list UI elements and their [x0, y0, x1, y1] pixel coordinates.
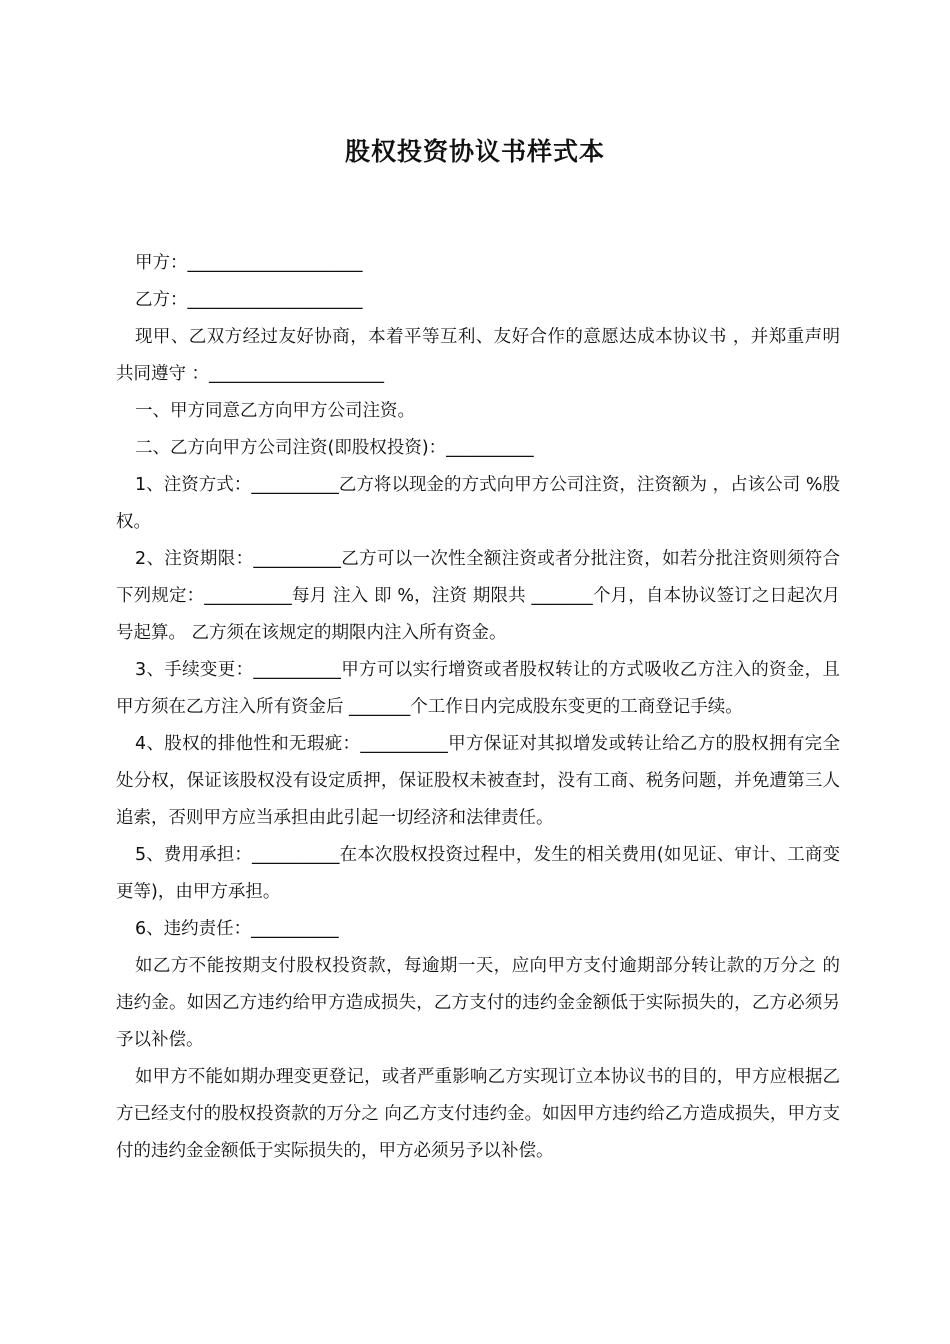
item-procedure-change: 3、手续变更：__________甲方可以实行增资或者股权转让的方式吸收乙方注入的资金，且甲方须在乙方注入所有资金后 _______个工作日内完成股东变更的工商登记手续。	[116, 660, 840, 717]
clause-1: 一、甲方同意乙方向甲方公司注资。	[135, 401, 415, 421]
preamble-paragraph: 现甲、乙双方经过友好协商，本着平等互利、友好合作的意愿达成本协议书 ，并郑重声明共同遵守 ：____________________	[116, 327, 840, 384]
item-breach-liability: 6、违约责任：__________	[135, 919, 339, 939]
document-body	[116, 245, 846, 1170]
breach-paragraph-party-a: 如甲方不能如期办理变更登记，或者严重影响乙方实现订立本协议书的目的，甲方应根据乙方已经支付的股权投资款的万分之 向乙方支付违约金。如因甲方违约给乙方造成损失，甲方支付的违约金金额低于实际损失的，甲方必须另予以补偿。	[116, 1067, 840, 1161]
document-title: 股权投资协议书样式本	[344, 137, 605, 166]
item-investment-method: 1、注资方式：__________乙方将以现金的方式向甲方公司注资，注资额为 ，占该公司 %股权。	[116, 475, 840, 532]
clause-2: 二、乙方向甲方公司注资(即股权投资)：__________	[135, 438, 534, 458]
item-investment-term: 2、注资期限：__________乙方可以一次性全额注资或者分批注资，如若分批注资则须符合下列规定：__________每月 注入 即 %，注资 期限共 _______个月，自本协议签订之日起次月 号起算。 乙方须在该规定的期限内注入所有资金。	[116, 549, 846, 643]
item-expense-bearing: 5、费用承担：__________在本次股权投资过程中，发生的相关费用(如见证、审计、工商变更等)，由甲方承担。	[116, 845, 840, 902]
item-equity-exclusivity: 4、股权的排他性和无瑕疵：__________甲方保证对其拟增发或转让给乙方的股权拥有完全处分权，保证该股权没有设定质押，保证股权未被查封，没有工商、税务问题，并免遭第三人追索，否则甲方应当承担由此引起一切经济和法律责任。	[116, 734, 840, 828]
party-a-line: 甲方：____________________	[135, 253, 363, 273]
party-b-line: 乙方：____________________	[135, 290, 363, 310]
breach-paragraph-party-b: 如乙方不能按期支付股权投资款，每逾期一天，应向甲方支付逾期部分转让款的万分之 的违约金。如因乙方违约给甲方造成损失，乙方支付的违约金金额低于实际损失的，乙方必须另予以补偿。	[116, 956, 840, 1050]
